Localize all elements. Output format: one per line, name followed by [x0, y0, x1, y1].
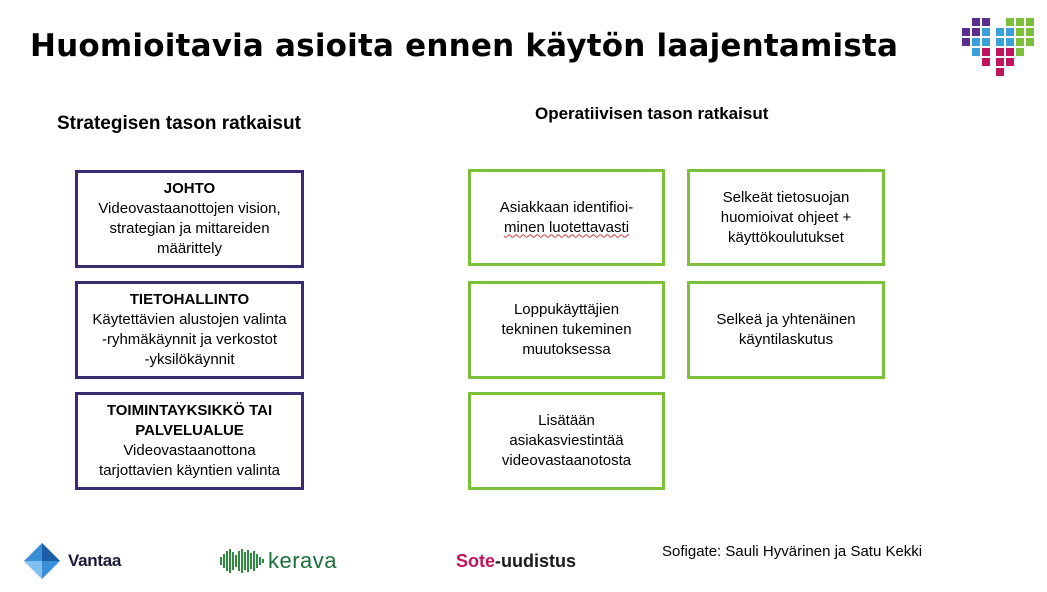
box-title: TIETOHALLINTO — [129, 291, 250, 308]
box-line: Käytettävien alustojen valinta — [92, 311, 287, 328]
operative-box-identification — [468, 169, 665, 266]
box-line: minen luotettavasti — [503, 218, 630, 236]
pixel-heart-icon — [962, 18, 1034, 76]
box-line: käyttökoulutukset — [728, 228, 844, 246]
strategic-heading: Strategisen tason ratkaisut — [57, 113, 301, 134]
box-line: määrittely — [156, 240, 223, 257]
operative-box-support — [468, 281, 665, 379]
box-line: -yksilökäynnit — [144, 351, 235, 368]
box-line: videovastaanotosta — [501, 452, 632, 469]
box-line: tarjottavien käyntien valinta — [99, 462, 280, 479]
box-line: asiakasviestintää — [509, 432, 624, 449]
box-line: Selkeä ja yhtenäinen — [716, 311, 856, 328]
box-line: Loppukäyttäjien — [513, 301, 620, 318]
box-line: tekninen tukeminen — [501, 321, 632, 338]
slide-title: Huomioitavia asioita ennen käytön laajentamista — [30, 28, 899, 64]
box-line: strategian ja mittareiden — [109, 220, 270, 237]
box-line: Videovastaanottojen vision, — [98, 200, 281, 217]
box-title: PALVELUALUE — [135, 422, 244, 439]
operative-box-communication — [468, 392, 665, 490]
credit-text: Sofigate: Sauli Hyvärinen ja Satu Kekki — [662, 543, 923, 560]
box-line: Asiakkaan identifioi- — [499, 198, 634, 216]
box-line: käyntilaskutus — [738, 331, 834, 348]
sote-label: Sote — [456, 551, 496, 571]
box-line: Lisätään — [538, 412, 595, 429]
box-title: TOIMINTAYKSIKKÖ TAI — [106, 402, 273, 419]
box-line: Videovastaanottona — [123, 442, 256, 459]
vantaa-diamond-icon — [22, 541, 62, 581]
box-line: huomioivat ohjeet + — [720, 208, 852, 226]
kerava-label: kerava — [268, 548, 338, 573]
sote-uudistus-logo — [456, 551, 576, 572]
strategy-box-tietohallinto — [75, 281, 304, 379]
pixel-heart-logo — [960, 16, 1040, 84]
vantaa-label: Vantaa — [68, 551, 122, 570]
vantaa-logo — [22, 541, 121, 581]
operative-heading: Operatiivisen tason ratkaisut — [535, 104, 769, 123]
operative-box-privacy — [687, 169, 885, 266]
uudistus-label: -uudistus — [495, 551, 577, 571]
box-line: muutoksessa — [522, 341, 611, 358]
kerava-logo — [219, 548, 337, 574]
box-line: -ryhmäkäynnit ja verkostot — [101, 331, 278, 348]
strategy-box-johto — [75, 170, 304, 268]
box-title: JOHTO — [163, 180, 216, 197]
strategy-box-toimintayksikko — [75, 392, 304, 490]
box-line: Selkeät tietosuojan — [722, 188, 850, 206]
operative-box-billing — [687, 281, 885, 379]
kerava-wave-icon — [219, 548, 265, 574]
